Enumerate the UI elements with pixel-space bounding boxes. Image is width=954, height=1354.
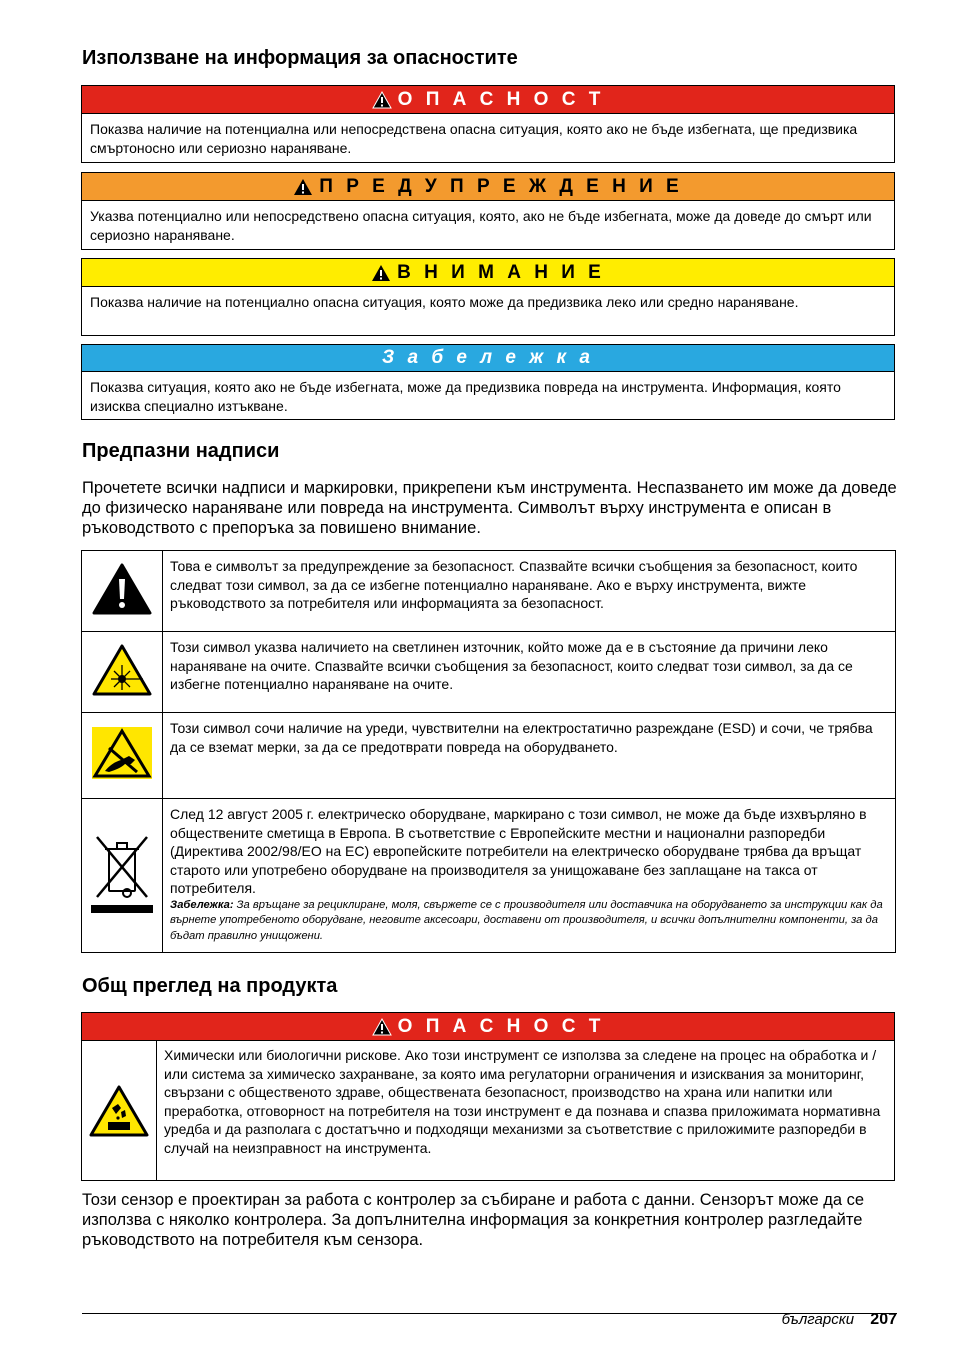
- section-heading-hazard-info: Използване на информация за опасностите: [82, 47, 518, 69]
- caution-label: В Н И М А Н И Е: [397, 261, 605, 283]
- section-heading-safety-labels: Предпазни надписи: [82, 440, 280, 462]
- esd-icon: [91, 726, 153, 780]
- section-heading-product-overview: Общ преглед на продукта: [82, 975, 338, 997]
- general-warning-icon: [91, 562, 153, 616]
- weee-text: След 12 август 2005 г. електрическо оборудване, маркирано с този символ, не може да бъде изхвърляно в обществените сметища в Европа. В съответствие с Европейските местни и национални разпоредби (Директива 2002/98/EO на ЕС) европейските потребители на електрическо оборудване трябва да връщат старото или употребено оборудване на производителя за унищожаване без заплащане на такса от потребителя.: [170, 806, 867, 896]
- page-number: 207: [870, 1311, 897, 1328]
- notice-header: [82, 345, 894, 372]
- caution-text: Показва наличие на потенциално опасна ситуация, която може да предизвика леко или средно нараняване.: [90, 294, 799, 310]
- danger-header: [82, 86, 894, 114]
- caution-header: [82, 259, 894, 287]
- danger-header: [82, 1013, 894, 1041]
- notice-text: Показва ситуация, която ако не бъде избегната, може да предизвика повреда на инструмента. Информация, която изисква специално изтъкване.: [90, 379, 841, 414]
- danger-content: [82, 1041, 894, 1181]
- warning-triangle-icon: [372, 91, 392, 109]
- table-row: [82, 551, 896, 632]
- table-row: [82, 632, 896, 713]
- notice-label: З а б е л е ж к а: [382, 347, 594, 368]
- symbol-description: Това е символът за предупреждение за безопасност. Спазвайте всички съобщения за безопасност, които следват този символ, за да се избегне потенциално нараняване. Ако е върху инструмента, вижте ръководството за потребителя или информацията за безопасност.: [163, 551, 896, 632]
- chemical-hazard-icon: [88, 1084, 150, 1138]
- warning-label: П Р Е Д У П Р Е Ж Д Е Н И Е: [319, 175, 683, 197]
- table-row: [82, 713, 896, 799]
- table-row: [82, 799, 896, 953]
- symbols-table: [81, 550, 896, 953]
- danger-label: О П А С Н О С Т: [397, 1015, 605, 1037]
- danger-box-chemical: [81, 1012, 895, 1181]
- symbol-cell: [82, 632, 163, 713]
- symbol-cell: [82, 1041, 157, 1181]
- warning-header: [82, 173, 894, 201]
- danger-text: Показва наличие на потенциална или непосредствена опасна ситуация, която ако не бъде избегната, ще предизвика смъртоносно или сериозно нараняване.: [90, 121, 858, 156]
- warning-triangle-icon: [293, 178, 313, 196]
- symbol-cell: [82, 551, 163, 632]
- danger-label: О П А С Н О С Т: [397, 88, 605, 110]
- warning-triangle-icon: [372, 1018, 392, 1036]
- caution-box: [81, 258, 895, 336]
- danger-chemical-text: Химически или биологични рискове. Ако този инструмент се използва за следене на процес на обработка и / или система за химическо захранване, за която има регулаторни ограничения и изисквания за мониторинг, свързани с общественото здраве, обществената безопасност, производство на храна или напитки или преработка, отговорност на потребителя на този инструмент е да познава и спазва приложимата нормативна уредба и да разполага с достатъчно и подходящи механизми за съответствие с приложимите разпоредби в случай на неизправност на инструмента.: [164, 1047, 881, 1156]
- notice-box: [81, 344, 895, 420]
- footer-language: български: [781, 1311, 855, 1328]
- laser-icon: [91, 643, 153, 697]
- warning-text: Указва потенциално или непосредствено опасна ситуация, която, ако не бъде избегната, може да доведе до смърт или сериозно нараняване.: [90, 208, 872, 243]
- symbol-cell: [82, 713, 163, 799]
- symbol-cell: [82, 799, 163, 953]
- page-footer: [782, 1311, 897, 1329]
- symbol-description: [163, 799, 896, 953]
- note-label: Забележка:: [170, 898, 234, 911]
- footer-divider: [82, 1313, 897, 1314]
- warning-box: [81, 172, 895, 250]
- symbol-description: Този символ указва наличието на светлинен източник, който може да е в състояние да причини леко нараняване на очите. Спазвайте всички съобщения за безопасност, които следват този символ, за да се избегне потенциално нараняване на очите.: [163, 632, 896, 713]
- warning-triangle-icon: [371, 264, 391, 282]
- danger-box: [81, 85, 895, 163]
- weee-note: [170, 898, 888, 945]
- symbol-description: Този символ сочи наличие на уреди, чувствителни на електростатично разреждане (ESD) и сочи, че трябва да се вземат мерки, за да се предотврати повреда на оборудването.: [163, 713, 896, 799]
- product-overview-paragraph: Този сензор е проектиран за работа с контролер за събиране и работа с данни. Сензорът може да се използва с няколко контролера. За допълнителна информация за конкретния контролер разгледайте ръководството на потребителя към сензора.: [82, 1191, 865, 1249]
- safety-labels-intro: Прочетете всички надписи и маркировки, прикрепени към инструмента. Неспазването им може да доведе до физическо нараняване или повреда на инструмента. Символът върху инструмента е описан в ръководството с препоръка за повишено внимание.: [82, 479, 897, 537]
- note-text: За връщане за рециклиране, моля, свържете се с производителя или доставчика на оборудването за инструкции как да върнете употребеното оборудване, неговите аксесоари, доставени от производителя, и всички допълнителни компоненти, за да бъдат правилно унищожени.: [170, 898, 883, 942]
- weee-icon: [89, 831, 155, 915]
